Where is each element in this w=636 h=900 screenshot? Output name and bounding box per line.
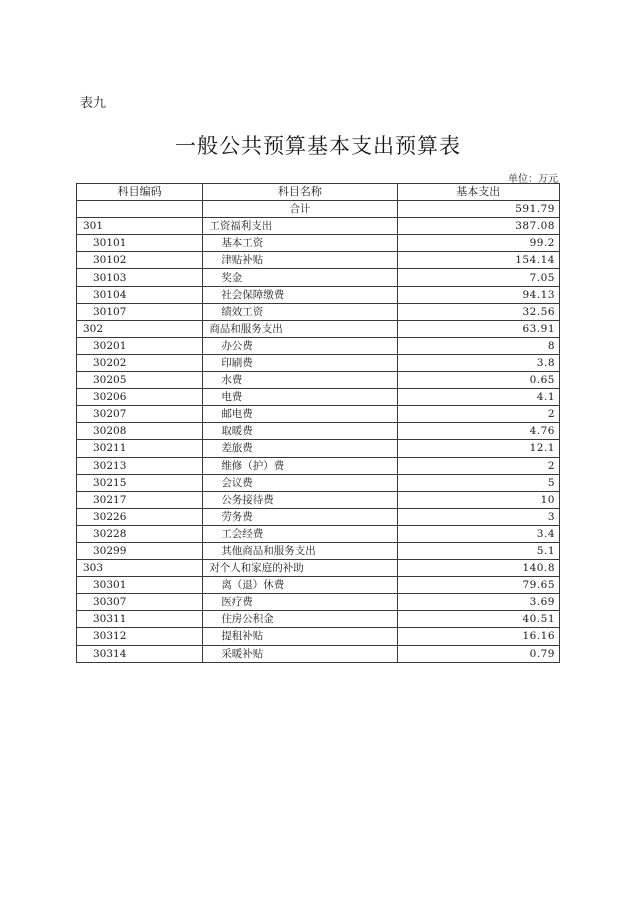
row-name: 邮电费 bbox=[203, 406, 397, 423]
total-amount: 591.79 bbox=[397, 201, 559, 218]
row-name: 其他商品和服务支出 bbox=[203, 542, 397, 559]
header-name: 科目名称 bbox=[203, 184, 397, 201]
row-name: 绩效工资 bbox=[203, 303, 397, 320]
row-name: 提租补贴 bbox=[203, 628, 397, 645]
row-amount: 12.1 bbox=[397, 440, 559, 457]
row-code: 30201 bbox=[77, 337, 203, 354]
table-row bbox=[77, 611, 560, 628]
table-row bbox=[77, 491, 560, 508]
row-amount: 387.08 bbox=[397, 218, 559, 235]
row-amount: 3 bbox=[397, 508, 559, 525]
page-title: 一般公共预算基本支出预算表 bbox=[175, 134, 461, 158]
table-row bbox=[77, 594, 560, 611]
table-row bbox=[77, 645, 560, 662]
row-name: 会议费 bbox=[203, 474, 397, 491]
row-code: 30103 bbox=[77, 269, 203, 286]
table-row bbox=[77, 372, 560, 389]
table-row bbox=[77, 542, 560, 559]
header-amount: 基本支出 bbox=[397, 184, 559, 201]
row-code: 30101 bbox=[77, 235, 203, 252]
table-row bbox=[77, 354, 560, 371]
row-code: 30215 bbox=[77, 474, 203, 491]
row-amount: 16.16 bbox=[397, 628, 559, 645]
row-name: 办公费 bbox=[203, 337, 397, 354]
row-code: 30217 bbox=[77, 491, 203, 508]
row-code: 30211 bbox=[77, 440, 203, 457]
row-name: 基本工资 bbox=[203, 235, 397, 252]
header-code: 科目编码 bbox=[77, 184, 203, 201]
row-name: 维修（护）费 bbox=[203, 457, 397, 474]
table-row bbox=[77, 577, 560, 594]
table-row bbox=[77, 628, 560, 645]
row-amount: 99.2 bbox=[397, 235, 559, 252]
row-amount: 32.56 bbox=[397, 303, 559, 320]
unit-label: 单位：万元 bbox=[508, 174, 558, 185]
row-amount: 40.51 bbox=[397, 611, 559, 628]
row-code: 30226 bbox=[77, 508, 203, 525]
row-amount: 2 bbox=[397, 457, 559, 474]
table-row bbox=[77, 406, 560, 423]
row-name: 奖金 bbox=[203, 269, 397, 286]
table-row bbox=[77, 423, 560, 440]
row-code: 30311 bbox=[77, 611, 203, 628]
row-code: 30228 bbox=[77, 525, 203, 542]
row-code: 30102 bbox=[77, 252, 203, 269]
row-code: 303 bbox=[77, 560, 203, 577]
row-amount: 140.8 bbox=[397, 560, 559, 577]
row-amount: 94.13 bbox=[397, 286, 559, 303]
table-row bbox=[77, 286, 560, 303]
row-amount: 0.65 bbox=[397, 372, 559, 389]
row-code: 301 bbox=[77, 218, 203, 235]
row-code: 30205 bbox=[77, 372, 203, 389]
row-amount: 79.65 bbox=[397, 577, 559, 594]
row-code: 30314 bbox=[77, 645, 203, 662]
budget-table bbox=[76, 183, 560, 663]
table-row bbox=[77, 525, 560, 542]
row-name: 商品和服务支出 bbox=[203, 320, 397, 337]
table-row bbox=[77, 235, 560, 252]
row-name: 劳务费 bbox=[203, 508, 397, 525]
row-code: 30207 bbox=[77, 406, 203, 423]
row-name: 水费 bbox=[203, 372, 397, 389]
row-name: 采暖补贴 bbox=[203, 645, 397, 662]
row-code: 30202 bbox=[77, 354, 203, 371]
row-amount: 0.79 bbox=[397, 645, 559, 662]
row-name: 取暖费 bbox=[203, 423, 397, 440]
row-code: 30107 bbox=[77, 303, 203, 320]
header-row bbox=[77, 184, 560, 201]
row-name: 公务接待费 bbox=[203, 491, 397, 508]
table-row bbox=[77, 303, 560, 320]
row-amount: 63.91 bbox=[397, 320, 559, 337]
row-name: 住房公积金 bbox=[203, 611, 397, 628]
row-code: 30307 bbox=[77, 594, 203, 611]
row-amount: 8 bbox=[397, 337, 559, 354]
row-amount: 10 bbox=[397, 491, 559, 508]
row-code: 30301 bbox=[77, 577, 203, 594]
table-row bbox=[77, 337, 560, 354]
table-number: 表九 bbox=[80, 96, 107, 111]
row-code: 302 bbox=[77, 320, 203, 337]
table-row bbox=[77, 508, 560, 525]
row-amount: 4.1 bbox=[397, 389, 559, 406]
table-body bbox=[77, 201, 560, 663]
row-name: 工会经费 bbox=[203, 525, 397, 542]
row-amount: 3.8 bbox=[397, 354, 559, 371]
total-label: 合计 bbox=[203, 201, 397, 218]
row-name: 离（退）休费 bbox=[203, 577, 397, 594]
row-amount: 5.1 bbox=[397, 542, 559, 559]
row-code: 30208 bbox=[77, 423, 203, 440]
table-row bbox=[77, 218, 560, 235]
total-code-cell bbox=[77, 201, 203, 218]
row-amount: 5 bbox=[397, 474, 559, 491]
row-code: 30312 bbox=[77, 628, 203, 645]
row-name: 医疗费 bbox=[203, 594, 397, 611]
table-row bbox=[77, 457, 560, 474]
row-name: 印刷费 bbox=[203, 354, 397, 371]
table-row bbox=[77, 252, 560, 269]
row-name: 工资福利支出 bbox=[203, 218, 397, 235]
row-amount: 154.14 bbox=[397, 252, 559, 269]
table-row bbox=[77, 269, 560, 286]
row-name: 津贴补贴 bbox=[203, 252, 397, 269]
row-name: 对个人和家庭的补助 bbox=[203, 560, 397, 577]
row-amount: 3.4 bbox=[397, 525, 559, 542]
table-row bbox=[77, 474, 560, 491]
table-row bbox=[77, 389, 560, 406]
table-row bbox=[77, 320, 560, 337]
table-row bbox=[77, 440, 560, 457]
row-amount: 3.69 bbox=[397, 594, 559, 611]
total-row bbox=[77, 201, 560, 218]
row-code: 30104 bbox=[77, 286, 203, 303]
row-name: 社会保障缴费 bbox=[203, 286, 397, 303]
row-code: 30299 bbox=[77, 542, 203, 559]
row-amount: 2 bbox=[397, 406, 559, 423]
row-amount: 7.05 bbox=[397, 269, 559, 286]
row-name: 差旅费 bbox=[203, 440, 397, 457]
row-name: 电费 bbox=[203, 389, 397, 406]
row-code: 30213 bbox=[77, 457, 203, 474]
row-amount: 4.76 bbox=[397, 423, 559, 440]
table-row bbox=[77, 560, 560, 577]
row-code: 30206 bbox=[77, 389, 203, 406]
